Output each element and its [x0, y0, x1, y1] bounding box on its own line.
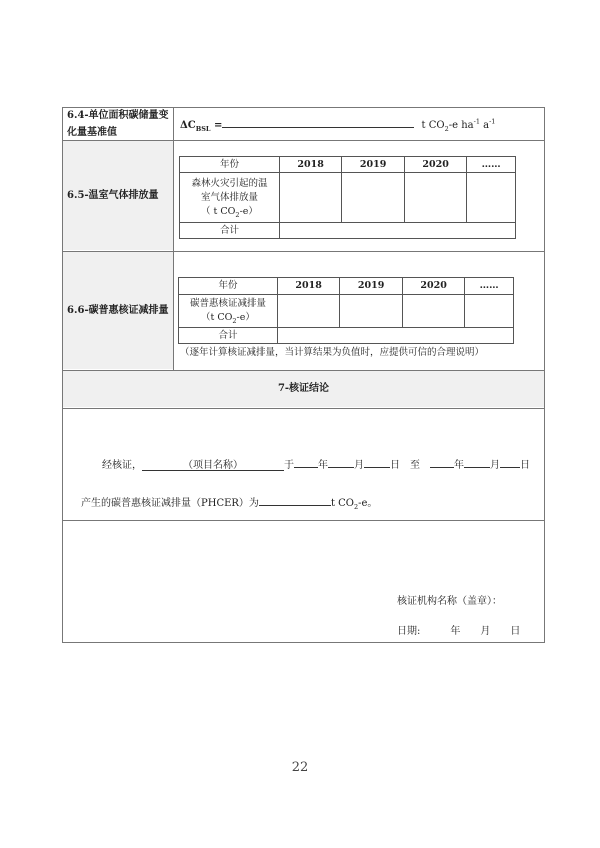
- end-year-field[interactable]: [430, 456, 454, 468]
- formula-sub: BSL: [195, 125, 211, 133]
- total-label: 合计: [179, 328, 278, 344]
- signature-date: [397, 625, 520, 639]
- cell-2018[interactable]: [277, 295, 339, 328]
- phcer-value-field[interactable]: [259, 494, 331, 506]
- year-label-2: 年: [454, 460, 464, 471]
- start-day-field[interactable]: [364, 456, 390, 468]
- baseline-formula: [180, 116, 495, 133]
- header-2019: 2019: [342, 157, 404, 173]
- header-more: ……: [467, 157, 516, 173]
- day-label: 日: [390, 460, 400, 471]
- reduction-note: （逐年计算核证减排量，当计算结果为负值时，应提供可信的合理说明）: [180, 347, 485, 358]
- header-2018: 2018: [277, 278, 339, 295]
- cell-2019[interactable]: [340, 295, 402, 328]
- emissions-table: [179, 156, 516, 239]
- year-label: 年: [318, 460, 328, 471]
- row-label-line2: 室气体排放量: [200, 191, 258, 203]
- divider: [173, 107, 174, 370]
- day-label-2: 日: [520, 460, 530, 471]
- header-year: 年份: [180, 157, 280, 173]
- to-text: 至: [410, 460, 420, 471]
- header-2019: 2019: [340, 278, 402, 295]
- row-label-6-4: 6.4-单位面积碳储量变化量基准值: [67, 110, 169, 138]
- unit-sub: 2: [444, 125, 449, 133]
- phcer-unit-sub: 2: [353, 503, 359, 511]
- total-cell[interactable]: [277, 328, 513, 344]
- row-label-line1: 森林火灾引起的温: [191, 177, 268, 189]
- row-label-unit: [180, 205, 279, 219]
- formula-delta-c: ΔC: [180, 120, 196, 131]
- project-name-field[interactable]: [142, 459, 284, 471]
- row-label-fire-emissions: [180, 173, 280, 223]
- unit-sub: 2: [232, 316, 237, 325]
- phcer-unit-post: -e。: [358, 498, 378, 509]
- header-2020: 2020: [402, 278, 464, 295]
- formula-eq: =: [210, 120, 223, 131]
- row-label-unit: [179, 311, 277, 325]
- divider: [62, 408, 545, 409]
- unit-sup1: -1: [473, 117, 480, 126]
- baseline-value-field[interactable]: [222, 116, 414, 128]
- start-year-field[interactable]: [294, 456, 318, 468]
- page-number: 22: [291, 760, 309, 775]
- total-cell[interactable]: [279, 223, 515, 239]
- start-month-field[interactable]: [328, 456, 354, 468]
- sig-year: 年: [450, 626, 461, 637]
- total-label: 合计: [180, 223, 280, 239]
- cell-more[interactable]: [467, 173, 516, 223]
- unit-pre: （t CO: [201, 312, 233, 323]
- header-2020: 2020: [404, 157, 466, 173]
- phcer-prefix: 产生的碳普惠核证减排量（PHCER）为: [81, 498, 259, 509]
- row-label-phcer: [179, 295, 278, 328]
- end-day-field[interactable]: [500, 456, 520, 468]
- date-label: 日期:: [397, 626, 421, 637]
- month-label-2: 月: [490, 460, 500, 471]
- reduction-table: [178, 277, 514, 344]
- cell-2019[interactable]: [342, 173, 404, 223]
- project-name-placeholder: （项目名称）: [183, 460, 243, 471]
- month-label: 月: [354, 460, 364, 471]
- conclusion-line1: [102, 456, 530, 473]
- divider: [62, 370, 545, 371]
- unit-post: -e）: [239, 205, 258, 217]
- unit-text: t CO: [421, 120, 445, 131]
- phcer-unit-pre: t CO: [330, 498, 354, 509]
- yu-text: 于: [284, 460, 294, 471]
- row-label-6-5: 6.5-温室气体排放量: [67, 190, 159, 201]
- unit-mid: -e ha: [448, 120, 474, 131]
- header-more: ……: [465, 278, 514, 295]
- divider: [62, 520, 545, 521]
- sig-day: 日: [510, 626, 521, 637]
- cell-more[interactable]: [465, 295, 514, 328]
- cell-2018[interactable]: [279, 173, 341, 223]
- unit-sub: 2: [235, 210, 240, 219]
- cell-2020[interactable]: [402, 295, 464, 328]
- row-label-line1: 碳普惠核证减排量: [189, 298, 266, 309]
- header-year: 年份: [179, 278, 278, 295]
- unit-pre: （ t CO: [201, 205, 236, 217]
- end-month-field[interactable]: [464, 456, 490, 468]
- sig-month: 月: [480, 626, 491, 637]
- cell-2020[interactable]: [404, 173, 466, 223]
- org-name-label: 核证机构名称（盖章）：: [397, 596, 502, 607]
- section7-title: 7-核证结论: [277, 383, 330, 394]
- verified-prefix: 经核证，: [102, 460, 142, 471]
- unit-sup2: -1: [489, 117, 496, 126]
- row-label-6-6: 6.6-碳普惠核证减排量: [67, 305, 169, 316]
- header-2018: 2018: [279, 157, 341, 173]
- unit-post: -e）: [236, 312, 255, 323]
- divider: [62, 251, 545, 252]
- conclusion-line2: [81, 494, 377, 511]
- unit-a: a: [479, 120, 490, 131]
